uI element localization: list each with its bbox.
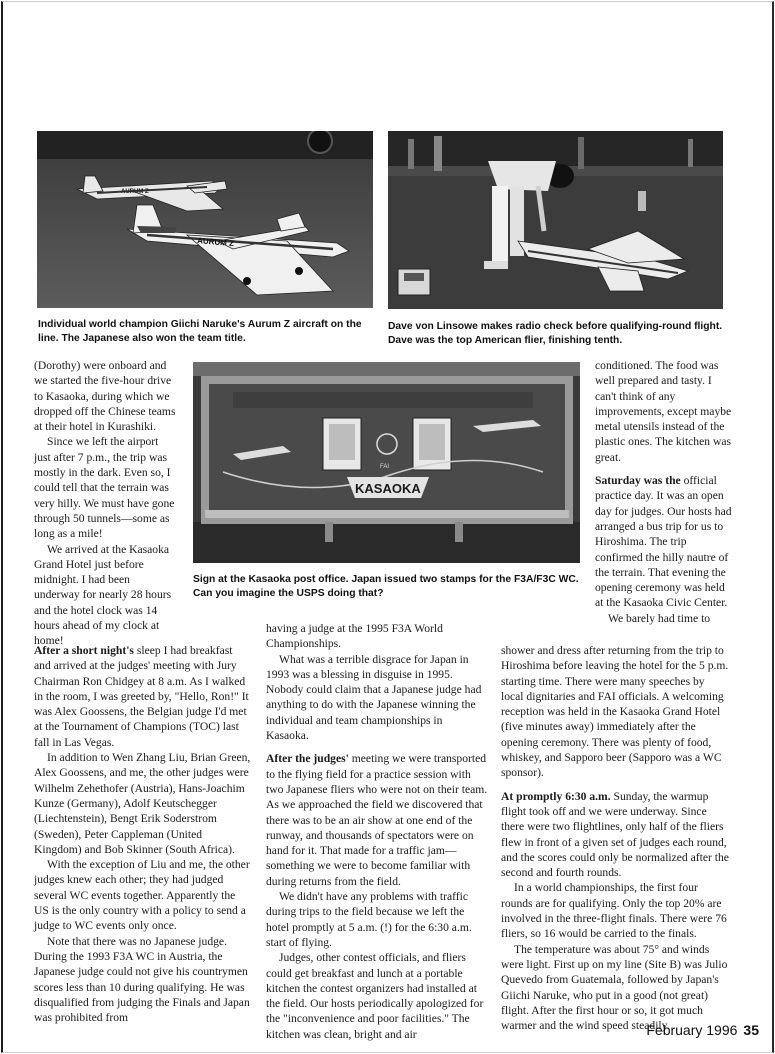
paragraph-dorothy: (Dorothy) were onboard and we started the five-hour drive to Kasaoka, during which we dropped off the Chinese teams at their hotel in Kurashiki.: [34, 359, 176, 434]
page-number: 35: [743, 1022, 759, 1038]
lower-plane-label: AURUM Z: [196, 236, 235, 249]
fai-emblem-text: FAI: [380, 464, 390, 470]
aurum-z-aircraft-photo: [37, 131, 373, 308]
after-meeting-lead-in: After the judges': [266, 752, 349, 766]
page-footer: [646, 1022, 759, 1038]
middle-column-bottom: [266, 621, 488, 1042]
radio-check-photo: [388, 131, 723, 309]
paragraph-short-night: [34, 643, 252, 750]
paragraph-other-judges: In addition to Wen Zhang Liu, Brian Green, Alex Goossens, and me, the other judges were Wilhelm Zehethofer (Austria), Hans-Joachim Kunze (Germany), Adolf Keutschegger (Liechtenstein), Bengt Erik Soderstrom (Sweden), Peter Cappleman (United Kingdom) and Bob Skinner (South Africa).: [34, 751, 251, 856]
paragraph-after-meeting: [266, 751, 488, 889]
paragraph-kitchen: Judges, other contest officials, and fliers could get breakfast and lunch at a portable kitchen the contest organizers had installed at the field. Our hosts periodically apologized for the "inconvenience and poor facilities." The kitchen was clean, bright and air: [266, 951, 484, 1041]
paragraph-temperature: The temperature was about 75° and winds were light. First up on my line (Site B) was Julio Quevedo from Guatemala, followed by Japan's Giichi Naruke, who put in a good (not great) flight. After the first hour or so, it got much warmer and the wind speed steadily: [501, 942, 728, 1033]
after-meeting-text: meeting we were transported to the flying field for a practice session with two Japanese fliers who were not on their team. As we approached the field we discovered that there was to be an air show at one end of the runway, and thousands of spectators were on hand for it. That made for a traffic jam—something we were to become familiar with during returns from the field.: [266, 752, 488, 888]
paragraph-exception-liu: With the exception of Liu and me, the other judges knew each other; they had judged several WC events together. Apparently the US is the only country with a policy to send a judge to WC events only once.: [34, 858, 250, 933]
kasaoka-sign-photo: [193, 362, 580, 563]
aurum-z-photo-caption: Individual world champion Giichi Naruke's Aurum Z aircraft on the line. The Japanese also won the team title.: [38, 319, 362, 344]
paragraph-grand-hotel: We arrived at the Kasaoka Grand Hotel just before midnight. I had been underway for nearly 28 hours and the hotel clock was 14 hours ahead of my clock at home!: [34, 542, 172, 648]
short-night-text: sleep I had breakfast and arrived at the judges' meeting with Jury Chairman Ron Chidgey at 8 a.m. As I walked in the room, I was greeted by, "Hello, Ron!" It was Alex Goossens, the Belgian judge I'd met at the Tournament of Champions (TOC) last fall in Las Vegas.: [34, 644, 249, 749]
paragraph-traffic: We didn't have any problems with traffic during trips to the field because we left the hotel promptly at 5 a.m. (!) for the 6:30 a.m. start of flying.: [266, 890, 472, 949]
paragraph-warmup: [501, 789, 729, 881]
radio-check-illustration: [388, 131, 723, 309]
saturday-text: official practice day. It was an open day for judges. Our hosts had arranged a bus trip for us to Hiroshima. The trip confirmed the hilly nautre of the terrain. That evening the opening ceremony was held at the Kasaoka Civic Center.: [595, 474, 732, 610]
paragraph-saturday: [595, 473, 735, 611]
warmup-lead-in: At promptly 6:30 a.m.: [501, 789, 611, 803]
kasaoka-sign-illustration: [193, 362, 580, 563]
warmup-text: Sunday, the warmup flight took off and we were underway. Since there were two flightlines, only half of the fliers flew in front of a given set of judges each round, and the scores could only be normalized after the second and fourth rounds.: [501, 789, 729, 880]
issue-date: February 1996: [646, 1022, 738, 1038]
kasaoka-sign-caption: Sign at the Kasaoka post office. Japan issued two stamps for the F3A/F3C WC. Can you imagine the USPS doing that?: [193, 574, 579, 599]
aircraft-photo-illustration: [37, 131, 373, 308]
left-column-bottom: [34, 643, 252, 1025]
paragraph-airport: Since we left the airport just after 7 p.m., the trip was mostly in the dark. Even so, I could tell that the terrain was very hilly. We must have gone through 50 tunnels—some as long as a mile!: [34, 435, 175, 541]
paragraph-disgrace: What was a terrible disgrace for Japan in 1993 was a blessing in disguise in 1995. Nobody could claim that a Japanese judge had anything to do with the Japanese winning the individual and team championships in Kasaoka.: [266, 652, 482, 743]
right-column-bottom: [501, 643, 729, 1033]
radio-check-photo-caption: Dave von Linsowe makes radio check before qualifying-round flight. Dave was the top American flier, finishing tenth.: [388, 321, 723, 346]
saturday-lead-in: Saturday was the: [595, 474, 681, 488]
paragraph-opening-ceremony: shower and dress after returning from the trip to Hiroshima before leaving the hotel for the 5 p.m. starting time. There were many speeches by local dignitaries and FAI officials. A welcoming reception was held in the Kasaoka Grand Hotel (five minutes away) immediately after the opening ceremony. There was plenty of food, whiskey, and Sapporo beer (Sapporo was a WC sponsor).: [501, 644, 729, 780]
paragraph-no-japanese-judge: Note that there was no Japanese judge. During the 1993 F3A WC in Austria, the Japanese judge could not give his countrymen scores less than 10 during qualifying. He was disqualified from judging the Finals and Japan was prohibited from: [34, 934, 250, 1025]
upper-plane-label: AURUM Z: [121, 189, 149, 195]
right-column-top: [595, 358, 735, 626]
kasaoka-sign-text: KASAOKA: [355, 481, 421, 496]
short-night-lead-in: After a short night's: [34, 644, 134, 657]
paragraph-conditioned: conditioned. The food was well prepared and tasty. I can't think of any improvements, except maybe metal utensils instead of the plastic ones. The kitchen was great.: [595, 359, 732, 464]
paragraph-judge-1995: having a judge at the 1995 F3A World Championships.: [266, 622, 443, 651]
paragraph-barely-had-time: We barely had time to: [608, 611, 711, 625]
left-column-top: [34, 358, 178, 649]
paragraph-qualifying: In a world championships, the first four rounds are for qualifying. Only the top 20% are involved in the three-flight finals. There were 76 fliers, so 16 would be carried to the finals.: [501, 881, 727, 941]
